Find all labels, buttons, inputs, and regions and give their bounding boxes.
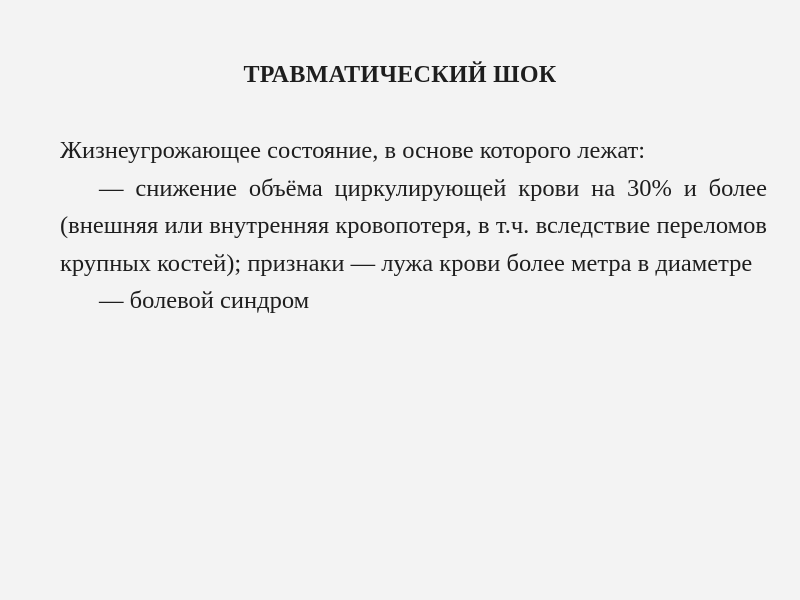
item-blood-loss: — снижение объёма циркулирующей крови на 30% и более (внешняя или внутренняя кровопотеря, в т.ч. вследствие переломов крупных костей); признаки — лужа крови более метра в диаметре	[60, 174, 767, 277]
slide-body	[60, 132, 767, 320]
item-pain-syndrome: — болевой синдром	[99, 287, 310, 314]
intro-paragraph: Жизнеугрожающее состояние, в основе которого лежат:	[60, 137, 646, 164]
slide-title: ТРАВМАТИЧЕСКИЙ ШОК	[243, 62, 557, 88]
